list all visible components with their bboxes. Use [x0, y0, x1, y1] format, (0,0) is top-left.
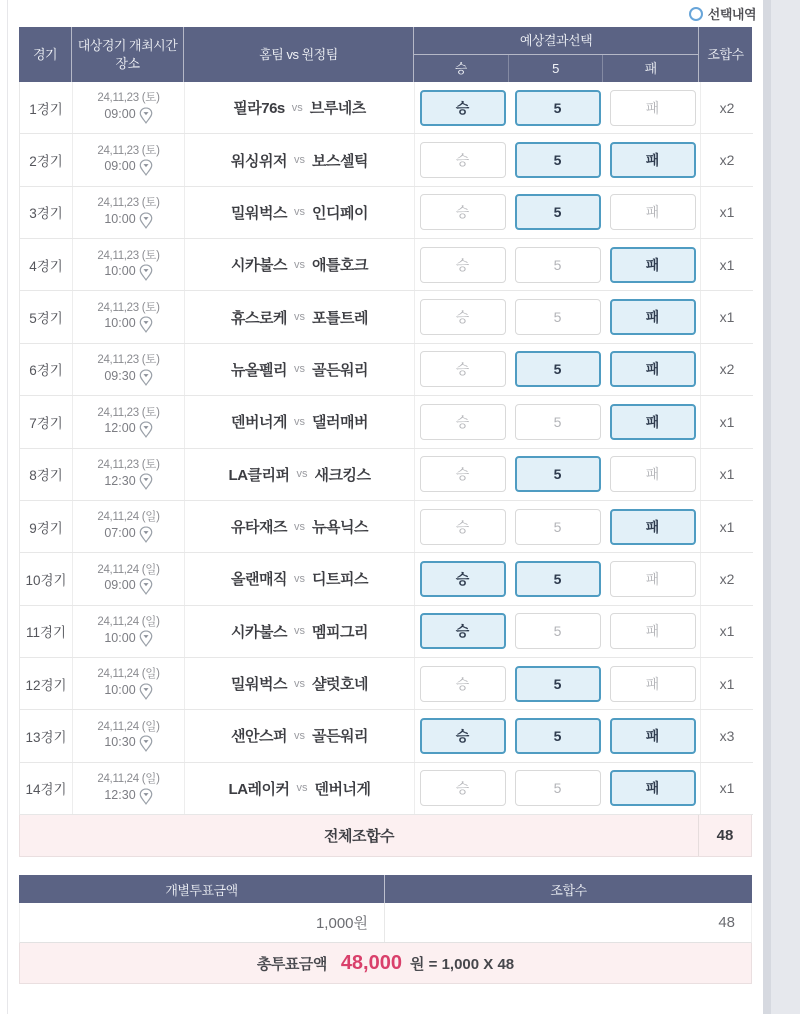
- game-number: 11경기: [20, 606, 73, 657]
- table-row: [20, 134, 753, 186]
- draw-button[interactable]: 5: [515, 666, 601, 702]
- combination-multiplier: x2: [700, 344, 753, 395]
- draw-button[interactable]: 5: [515, 142, 601, 178]
- prediction-buttons: [415, 344, 700, 395]
- table-row: [20, 658, 753, 710]
- game-number: 6경기: [20, 344, 73, 395]
- header-game: 경기: [19, 27, 72, 82]
- game-number: 4경기: [20, 239, 73, 290]
- away-team: 인디페이: [312, 204, 368, 222]
- game-date: 24,11,23 (토): [97, 197, 160, 210]
- total-combinations-row: [19, 815, 752, 857]
- location-pin-icon[interactable]: [139, 421, 153, 438]
- game-schedule: [73, 344, 185, 395]
- game-date: 24,11,24 (일): [97, 511, 160, 524]
- game-date: 24,11,23 (토): [97, 406, 160, 419]
- draw-button[interactable]: 5: [515, 404, 601, 440]
- location-pin-icon[interactable]: [139, 316, 153, 333]
- vs-label: vs: [294, 363, 305, 376]
- lose-button[interactable]: 패: [610, 613, 696, 649]
- location-pin-icon[interactable]: [139, 683, 153, 700]
- total-bet-row: [19, 943, 752, 984]
- location-pin-icon[interactable]: [139, 735, 153, 752]
- table-row: [20, 344, 753, 396]
- away-team: 댈러매버: [312, 414, 368, 432]
- lose-button[interactable]: 패: [610, 351, 696, 387]
- header-schedule-line1: 대상경기 개최시간: [77, 37, 178, 53]
- prediction-buttons: [415, 291, 700, 342]
- win-button[interactable]: 승: [420, 142, 506, 178]
- select-details-checkbox[interactable]: [689, 7, 703, 21]
- away-team: 애틀호크: [312, 257, 368, 275]
- game-number: 14경기: [20, 763, 73, 814]
- home-team: 밀워벅스: [231, 204, 287, 222]
- game-schedule: [73, 553, 185, 604]
- lose-button[interactable]: 패: [610, 509, 696, 545]
- draw-button[interactable]: 5: [515, 509, 601, 545]
- matchup: [185, 134, 415, 185]
- table-row: [20, 291, 753, 343]
- game-schedule: [73, 501, 185, 552]
- game-date: 24,11,24 (일): [97, 668, 160, 681]
- vs-label: vs: [294, 258, 305, 271]
- game-time: 10:00: [104, 264, 136, 279]
- matchup: [185, 396, 415, 447]
- combination-multiplier: x2: [700, 553, 753, 604]
- game-time: 12:30: [104, 787, 136, 802]
- game-schedule: [73, 396, 185, 447]
- table-row: [20, 501, 753, 553]
- home-team: 뉴올펠리: [231, 361, 287, 379]
- matchup: [185, 187, 415, 238]
- combination-multiplier: x1: [700, 291, 753, 342]
- game-time: 10:00: [104, 630, 136, 645]
- location-pin-icon[interactable]: [139, 159, 153, 176]
- away-team: 포틀트레: [312, 309, 368, 327]
- vs-label: vs: [296, 468, 308, 481]
- matchup: [185, 344, 415, 395]
- home-team: 시카불스: [231, 257, 287, 275]
- table-row: [20, 763, 753, 815]
- lose-button[interactable]: 패: [610, 90, 696, 126]
- win-button[interactable]: 승: [420, 404, 506, 440]
- win-button[interactable]: 승: [420, 194, 506, 230]
- table-row: [20, 82, 753, 134]
- lose-button[interactable]: 패: [610, 770, 696, 806]
- lose-button[interactable]: 패: [610, 718, 696, 754]
- game-schedule: [73, 134, 185, 185]
- game-time: 09:00: [104, 578, 136, 593]
- home-team: 밀워벅스: [231, 676, 287, 694]
- vs-label: vs: [294, 572, 305, 585]
- win-button[interactable]: 승: [420, 561, 506, 597]
- table-body: [19, 82, 752, 815]
- game-number: 13경기: [20, 710, 73, 761]
- location-pin-icon[interactable]: [139, 526, 153, 543]
- home-team: 유타재즈: [231, 519, 287, 537]
- game-time: 07:00: [104, 525, 136, 540]
- prediction-buttons: [415, 501, 700, 552]
- game-number: 3경기: [20, 187, 73, 238]
- matchup: [185, 710, 415, 761]
- game-time: 10:00: [104, 683, 136, 697]
- total-combinations-label: 전체조합수: [20, 815, 699, 856]
- away-team: 골든워리: [312, 361, 368, 379]
- combination-multiplier: x2: [700, 134, 753, 185]
- game-date: 24,11,23 (토): [97, 354, 160, 367]
- home-team: 덴버너게: [231, 414, 287, 432]
- draw-button[interactable]: 5: [515, 456, 601, 492]
- game-time: 09:00: [104, 159, 136, 174]
- game-date: 24,11,23 (토): [97, 144, 160, 157]
- betting-table: [19, 27, 752, 857]
- vs-label: vs: [294, 154, 305, 167]
- location-pin-icon[interactable]: [139, 369, 153, 386]
- table-row: [20, 710, 753, 762]
- away-team: 브루네츠: [309, 100, 366, 118]
- matchup: [185, 553, 415, 604]
- total-bet-formula: 원 = 1,000 X 48: [409, 955, 515, 973]
- header-teams: 홈팀 vs 원정팀: [184, 27, 414, 82]
- location-pin-icon[interactable]: [139, 107, 153, 124]
- game-schedule: [73, 763, 185, 814]
- combination-multiplier: x1: [700, 658, 753, 709]
- win-button[interactable]: 승: [420, 509, 506, 545]
- summary-header-combinations: 조합수: [550, 882, 587, 898]
- table-row: [20, 396, 753, 448]
- lose-button[interactable]: 패: [610, 666, 696, 702]
- vs-label: vs: [294, 729, 305, 742]
- game-number: 5경기: [20, 291, 73, 342]
- away-team: 뉴욕닉스: [312, 519, 368, 537]
- home-team: 워싱위저: [231, 152, 287, 170]
- win-button[interactable]: 승: [420, 351, 506, 387]
- select-details-label: 선택내역: [707, 7, 756, 22]
- total-bet-label: 총투표금액: [256, 955, 327, 973]
- lose-button[interactable]: 패: [610, 561, 696, 597]
- combination-multiplier: x1: [700, 396, 753, 447]
- table-row: [20, 449, 753, 501]
- prediction-buttons: [415, 82, 700, 133]
- win-button[interactable]: 승: [420, 299, 506, 335]
- matchup: [185, 291, 415, 342]
- matchup: [185, 82, 415, 133]
- summary-header-bet-amount: 개별투표금액: [19, 875, 385, 903]
- draw-button[interactable]: 5: [515, 90, 601, 126]
- draw-button[interactable]: 5: [515, 194, 601, 230]
- combination-multiplier: x3: [700, 710, 753, 761]
- matchup: [185, 501, 415, 552]
- prediction-buttons: [415, 187, 700, 238]
- prediction-buttons: [415, 396, 700, 447]
- game-time: 09:00: [104, 107, 136, 122]
- matchup: [185, 606, 415, 657]
- away-team: 보스셀틱: [312, 152, 368, 170]
- win-button[interactable]: 승: [420, 613, 506, 649]
- game-number: 7경기: [20, 396, 73, 447]
- game-number: 1경기: [20, 82, 73, 133]
- game-schedule: [73, 239, 185, 290]
- game-number: 12경기: [20, 658, 73, 709]
- header-prediction: [414, 27, 699, 82]
- lose-button[interactable]: 패: [610, 299, 696, 335]
- away-team: 샬럿호네: [312, 676, 368, 694]
- game-time: 10:00: [104, 211, 136, 226]
- matchup: [185, 658, 415, 709]
- draw-button[interactable]: 5: [515, 561, 601, 597]
- vs-label: vs: [294, 677, 305, 690]
- header-lose: 패: [644, 60, 657, 76]
- combination-multiplier: x2: [700, 82, 753, 133]
- win-button[interactable]: 승: [420, 770, 506, 806]
- prediction-buttons: [415, 606, 700, 657]
- prediction-buttons: [415, 710, 700, 761]
- vs-label: vs: [294, 415, 305, 428]
- prediction-buttons: [415, 449, 700, 500]
- table-row: [20, 187, 753, 239]
- win-button[interactable]: 승: [420, 718, 506, 754]
- location-pin-icon[interactable]: [139, 788, 153, 805]
- game-number: 2경기: [20, 134, 73, 185]
- summary-values-row: [19, 903, 752, 943]
- individual-bet-amount: 1,000원: [20, 903, 385, 942]
- combination-multiplier: x1: [700, 501, 753, 552]
- game-schedule: [73, 82, 185, 133]
- win-button[interactable]: 승: [420, 456, 506, 492]
- prediction-buttons: [415, 239, 700, 290]
- lose-button[interactable]: 패: [610, 456, 696, 492]
- game-schedule: [73, 710, 185, 761]
- header-schedule: [72, 27, 184, 82]
- game-time: 10:00: [104, 316, 136, 331]
- table-header: [19, 27, 752, 82]
- game-date: 24,11,23 (토): [97, 92, 160, 105]
- game-schedule: [73, 606, 185, 657]
- game-date: 24,11,23 (토): [97, 249, 160, 262]
- draw-button[interactable]: 5: [515, 299, 601, 335]
- matchup: [185, 449, 415, 500]
- draw-button[interactable]: 5: [515, 770, 601, 806]
- away-team: 멤피그리: [312, 623, 368, 641]
- game-time: 12:30: [104, 473, 136, 488]
- left-divider: [7, 0, 8, 1014]
- combinations-count: 48: [718, 914, 735, 931]
- game-time: 10:30: [104, 735, 136, 750]
- location-pin-icon[interactable]: [139, 473, 153, 490]
- away-team: 디트피스: [312, 571, 368, 589]
- vs-label: vs: [294, 206, 305, 219]
- vs-label: vs: [291, 101, 303, 114]
- combination-multiplier: x1: [700, 606, 753, 657]
- combination-multiplier: x1: [700, 449, 753, 500]
- draw-button[interactable]: 5: [515, 718, 601, 754]
- home-team: 시카불스: [231, 623, 287, 641]
- draw-button[interactable]: 5: [515, 247, 601, 283]
- location-pin-icon[interactable]: [139, 212, 153, 229]
- combination-multiplier: x1: [700, 763, 753, 814]
- matchup: [185, 239, 415, 290]
- game-schedule: [73, 187, 185, 238]
- game-schedule: [73, 658, 185, 709]
- location-pin-icon[interactable]: [139, 578, 153, 595]
- game-date: 24,11,23 (토): [97, 459, 160, 471]
- header-prediction-options: [414, 55, 698, 82]
- right-side-region: [771, 0, 800, 1014]
- vs-label: vs: [296, 782, 308, 795]
- select-details-toggle[interactable]: [689, 4, 756, 23]
- header-prediction-title: 예상결과선택: [414, 27, 698, 55]
- home-team: LA레이커: [228, 780, 290, 798]
- game-date: 24,11,24 (일): [97, 563, 160, 576]
- home-team: LA클리퍼: [228, 466, 290, 484]
- game-schedule: [73, 449, 185, 500]
- away-team: 골든워리: [312, 728, 368, 746]
- bet-summary-table: [19, 875, 752, 984]
- vs-label: vs: [294, 311, 305, 324]
- lose-button[interactable]: 패: [610, 142, 696, 178]
- table-row: [20, 606, 753, 658]
- game-date: 24,11,24 (일): [97, 773, 160, 786]
- home-team: 샌안스퍼: [231, 728, 287, 746]
- game-date: 24,11,24 (일): [97, 720, 160, 733]
- game-time: 09:30: [104, 368, 136, 383]
- lose-button[interactable]: 패: [610, 194, 696, 230]
- vs-label: vs: [294, 625, 305, 638]
- game-date: 24,11,23 (토): [97, 301, 160, 314]
- home-team: 올랜매직: [231, 571, 287, 589]
- scrollbar-track[interactable]: [763, 0, 771, 1014]
- table-row: [20, 553, 753, 605]
- game-schedule: [73, 291, 185, 342]
- game-date: 24,11,24 (일): [97, 616, 160, 629]
- summary-header: [19, 875, 752, 903]
- header-schedule-line2: 장소: [115, 55, 140, 71]
- location-pin-icon[interactable]: [139, 264, 153, 281]
- prediction-buttons: [415, 134, 700, 185]
- draw-button[interactable]: 5: [515, 613, 601, 649]
- away-team: 덴버너게: [314, 780, 371, 798]
- combination-multiplier: x1: [700, 187, 753, 238]
- game-number: 10경기: [20, 553, 73, 604]
- lose-button[interactable]: 패: [610, 404, 696, 440]
- win-button[interactable]: 승: [420, 90, 506, 126]
- prediction-buttons: [415, 658, 700, 709]
- draw-button[interactable]: 5: [515, 351, 601, 387]
- away-team: 새크킹스: [314, 466, 371, 484]
- vs-label: vs: [294, 520, 305, 533]
- prediction-buttons: [415, 553, 700, 604]
- location-pin-icon[interactable]: [139, 630, 153, 647]
- win-button[interactable]: 승: [420, 247, 506, 283]
- lose-button[interactable]: 패: [610, 247, 696, 283]
- header-draw: 5: [509, 55, 604, 82]
- matchup: [185, 763, 415, 814]
- header-combinations: 조합수: [707, 46, 744, 62]
- home-team: 필라76s: [233, 100, 285, 118]
- prediction-buttons: [415, 763, 700, 814]
- table-row: [20, 239, 753, 291]
- game-number: 9경기: [20, 501, 73, 552]
- total-bet-amount: 48,000: [340, 951, 402, 974]
- game-time: 12:00: [104, 421, 136, 436]
- game-number: 8경기: [20, 449, 73, 500]
- home-team: 휴스로케: [231, 309, 287, 327]
- win-button[interactable]: 승: [420, 666, 506, 702]
- total-combinations-value: 48: [716, 827, 734, 845]
- combination-multiplier: x1: [700, 239, 753, 290]
- header-win: 승: [414, 55, 509, 82]
